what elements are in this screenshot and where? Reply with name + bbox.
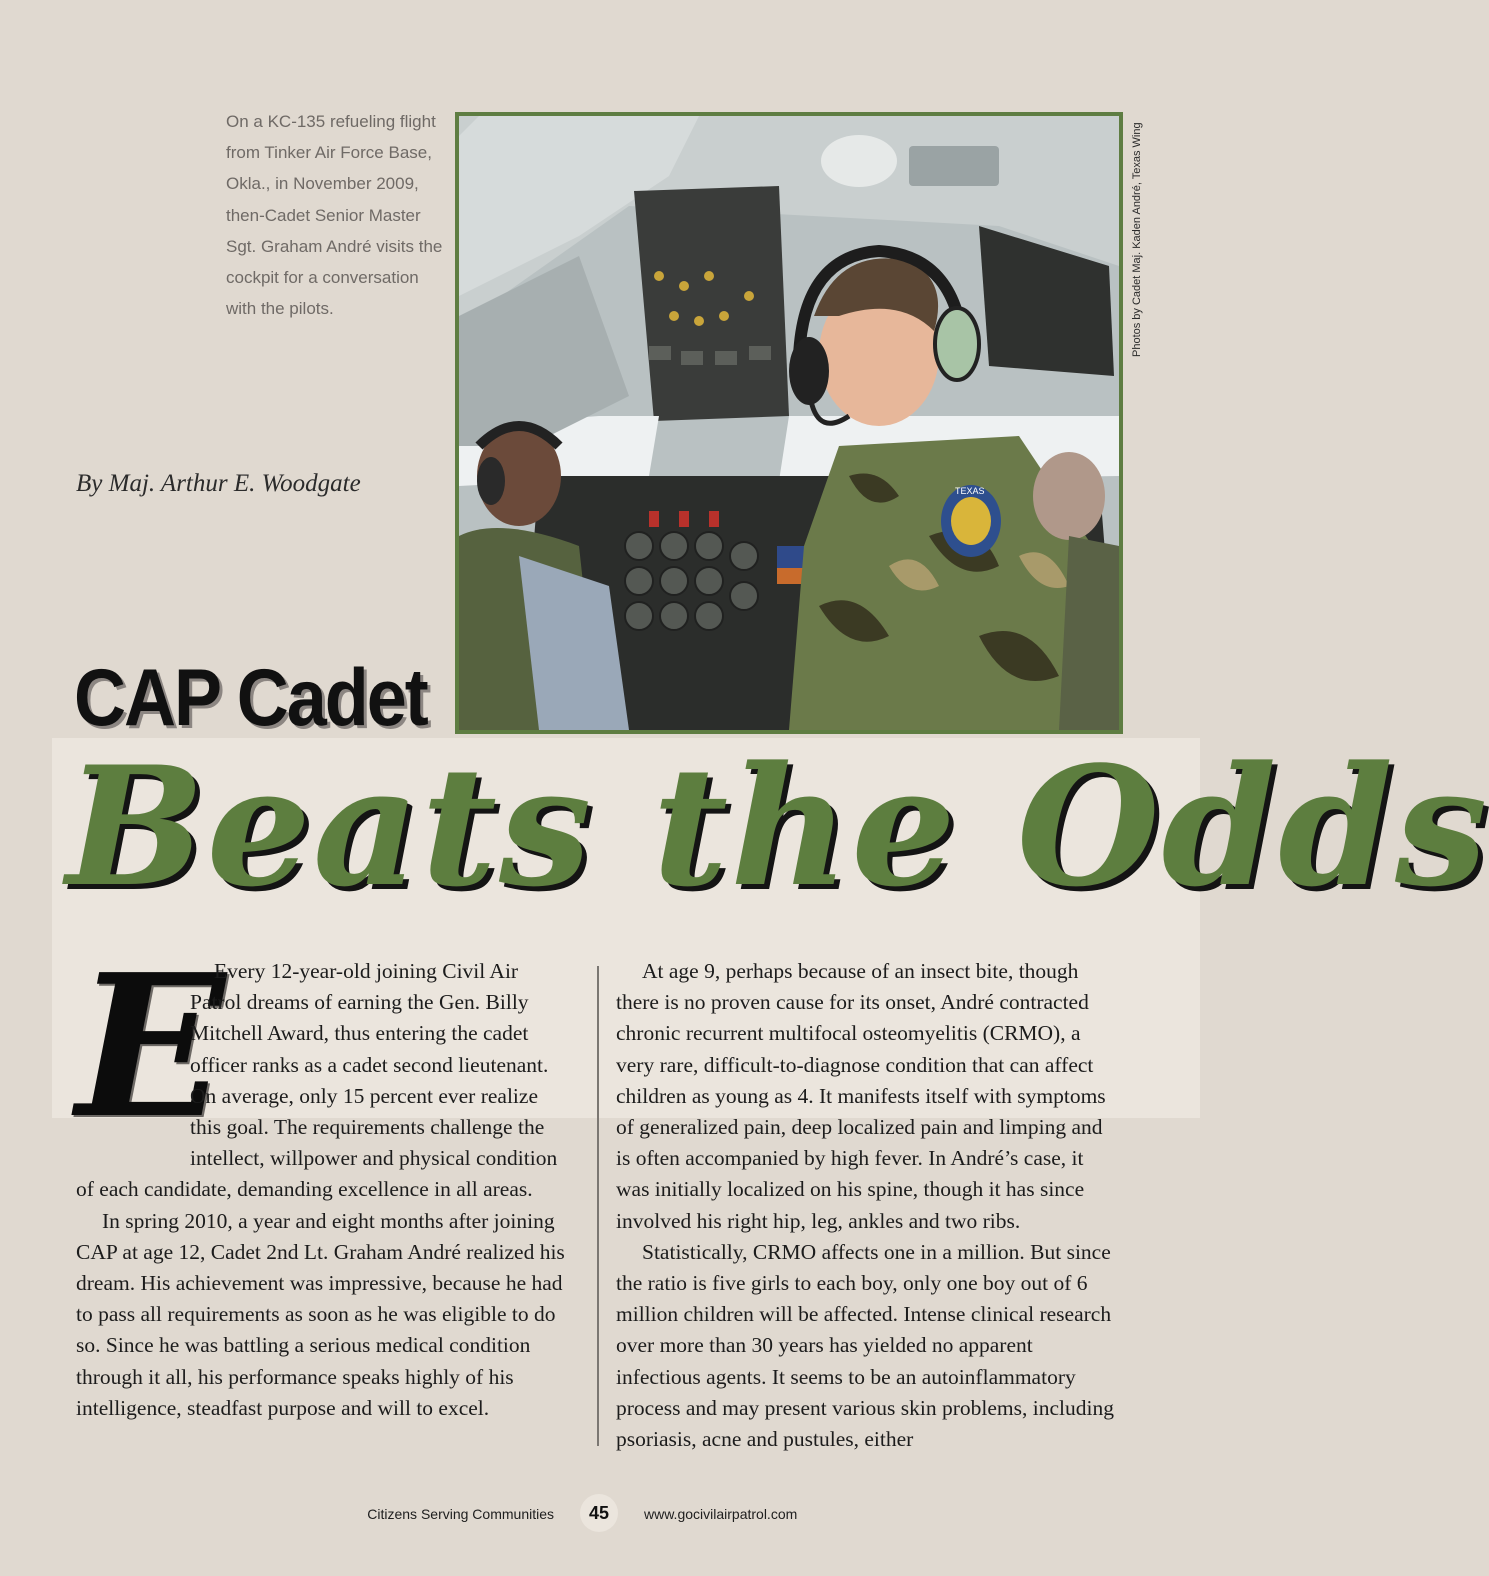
byline: By Maj. Arthur E. Woodgate <box>76 470 361 497</box>
photo-caption: On a KC-135 refueling flight from Tinker Air Force Base, Okla., in November 2009, then-Cadet Senior Master Sgt. Graham André visits the cockpit for a conversation with the pilots. <box>226 112 443 319</box>
photo-credit: Photos by Cadet Maj. Kaden André, Texas Wing <box>1131 122 1143 357</box>
article-column-1 <box>76 932 572 1424</box>
page-number: 45 <box>580 1494 618 1532</box>
paragraph-text: Every 12-year-old joining Civil Air Patrol dreams of earning the Gen. Billy Mitchell Award, thus entering the cadet officer ranks as a cadet second lieutenant. On average, only 15 percent ever realize this goal. The requirements challenge the intellect, willpower and physical condition of each candidate, demanding excellence in all areas. <box>76 959 558 1202</box>
headline-main: Beats the Odds <box>66 730 1489 923</box>
column-divider <box>597 966 599 1446</box>
article-paragraph: At age 9, perhaps because of an insect bite, though there is no proven cause for its onset, André contracted chronic recurrent multifocal osteomyelitis (CRMO), a very rare, difficult-to-diagnose condition that can affect children as young as 4. It manifests itself with symptoms of generalized pain, deep localized pain and limping and is often accompanied by high fever. In André’s case, it was initially localized on his spine, though it has since involved his right hip, leg, ankles and two ribs. <box>616 959 1106 1233</box>
footer-tagline: Citizens Serving Communities <box>367 1506 554 1522</box>
article-column-2 <box>616 956 1122 1455</box>
footer-website: www.gocivilairpatrol.com <box>644 1506 798 1522</box>
cockpit-photo-illustration <box>459 116 1119 730</box>
drop-cap: E <box>76 932 226 1162</box>
article-paragraph: In spring 2010, a year and eight months after joining CAP at age 12, Cadet 2nd Lt. Graham André realized his dream. His achievement was impressive, because he had to pass all requirements as soon as he was eligible to do so. Since he was battling a serious medical condition through it all, his performance speaks highly of his intelligence, steadfast purpose and will to excel. <box>76 1208 565 1420</box>
cockpit-photo <box>455 112 1123 734</box>
patch-text: TEXAS <box>955 486 985 496</box>
page-footer <box>0 1494 1200 1534</box>
headline-kicker: CAP Cadet <box>74 653 427 743</box>
article-paragraph: Statistically, CRMO affects one in a million. But since the ratio is five girls to each boy, only one boy out of 6 million children will be affected. Intense clinical research over more than 30 years has yielded no apparent infectious agents. It seems to be an autoinflammatory process and may present various skin problems, including psoriasis, acne and pustules, either <box>616 1239 1114 1452</box>
